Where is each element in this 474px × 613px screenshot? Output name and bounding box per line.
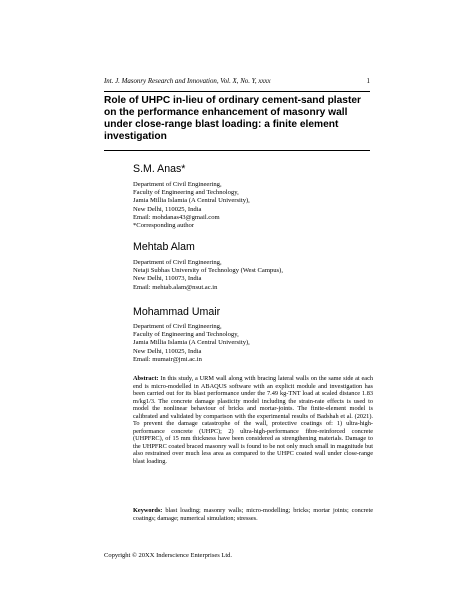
keywords <box>133 507 373 522</box>
abstract <box>133 375 373 466</box>
abstract-text: In this study, a URM wall along with bracing lateral walls on the same side at each end is micro-modelled in ABAQUS software with an explicit module and investigation has been carried out for its blast performance under the 7.49 kg-TNT load at scaled distance 1.83 m/kg1/3. The concrete damage plasticity model including the strain-rate effects is used to model the nonlinear behaviour of bricks and mortar-joints. The finite-element model is calibrated and validated by comparison with the experimental results of Badshah et al. (2021). To prevent the damage catastrophe of the wall, protective coatings of: 1) ultra-high-performance concrete (UHPC); 2) ultra-high-performance fibre-reinforced concrete (UHPFRC), of 15 mm thickness have been considered as strengthening materials. Damage to the UHPFRC coated braced masonry wall is found to be not only much small in magnitude but also restrained over much less area as compared to the UHPC coated wall under close-range blast loading. <box>133 375 374 466</box>
keywords-text: blast loading; masonry walls; micro-modelling; bricks; mortar joints; concrete coatings; damage; numerical simulation; stresses. <box>133 507 373 522</box>
page-number: 1 <box>366 78 370 85</box>
copyright-notice: Copyright © 20XX Inderscience Enterprises Ltd. <box>104 552 233 559</box>
affiliation-line: Faculty of Engineering and Technology, <box>133 331 239 339</box>
affiliation-line: Jamia Millia Islamia (A Central University), <box>133 339 250 347</box>
affiliation-line: New Delhi, 110025, India <box>133 205 202 213</box>
journal-citation: Int. J. Masonry Research and Innovation, Vol. X, No. Y, xxxx <box>104 78 271 85</box>
author-name-1: S.M. Anas* <box>133 163 186 175</box>
affiliation-line: Jamia Millia Islamia (A Central University), <box>133 197 250 205</box>
corresponding-author-note: *Corresponding author <box>133 222 194 230</box>
affiliation-line: New Delhi, 110073, India <box>133 275 202 283</box>
author-email: Email: mehtab.alam@nsut.ac.in <box>133 283 218 291</box>
title-top-rule <box>104 91 370 92</box>
author-name-3: Mohammad Umair <box>133 306 221 318</box>
author-email: Email: mumair@jmi.ac.in <box>133 355 202 363</box>
affiliation-line: New Delhi, 110025, India <box>133 347 202 355</box>
keywords-label: Keywords: <box>133 507 163 514</box>
affiliation-line: Department of Civil Engineering, <box>133 259 222 266</box>
paper-title: Role of UHPC in-lieu of ordinary cement-sand plaster on the performance enhancement of masonry wall under close-range blast loading: a finite element investigation <box>104 95 361 142</box>
author-affiliation-2 <box>133 259 283 292</box>
affiliation-line: Department of Civil Engineering, <box>133 181 222 188</box>
running-head <box>104 78 370 85</box>
author-affiliation-1 <box>133 181 250 230</box>
abstract-label: Abstract: <box>133 375 159 382</box>
author-name-2: Mehtab Alam <box>133 241 195 253</box>
affiliation-line: Faculty of Engineering and Technology, <box>133 189 239 197</box>
title-bottom-rule <box>104 150 370 151</box>
author-email: Email: mohdanas43@gmail.com <box>133 213 220 221</box>
affiliation-line: Department of Civil Engineering, <box>133 323 222 330</box>
affiliation-line: Netaji Subhas University of Technology (West Campus), <box>133 267 283 275</box>
author-affiliation-3 <box>133 323 250 364</box>
